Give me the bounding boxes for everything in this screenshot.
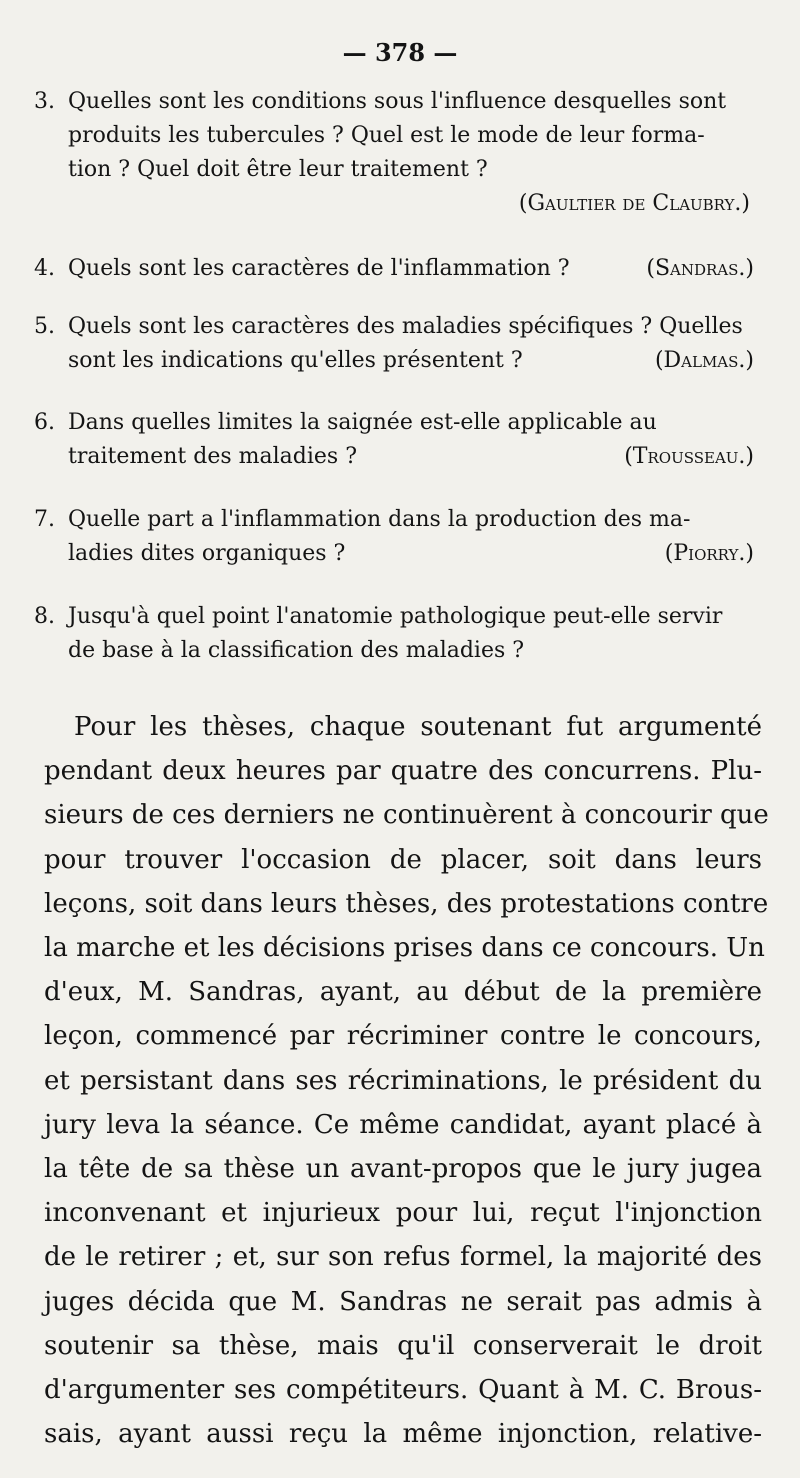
question-line [34, 85, 754, 119]
question-line [34, 503, 754, 537]
question-line [34, 310, 754, 344]
question-text: Dans quelles limites la saignée est-elle applicable au [68, 410, 657, 435]
paragraph-line: d'eux, M. Sandras, ayant, au début de la première [44, 977, 762, 1008]
question-number: 3. [34, 89, 55, 114]
question-text: Quelles sont les conditions sous l'influence desquelles sont [68, 89, 727, 114]
question-4 [34, 252, 754, 286]
question-3 [34, 85, 754, 221]
body-paragraph [44, 705, 769, 1456]
question-text: sont les indications qu'elles présentent ? [68, 348, 523, 373]
question-author: (Dalmas.) [654, 348, 754, 373]
question-number: 5. [34, 314, 55, 339]
paragraph-line: leçons, soit dans leurs thèses, des protestations contre [44, 888, 769, 919]
paragraph-line: pendant deux heures par quatre des concurrens. Plu- [44, 756, 762, 787]
question-5 [34, 310, 754, 378]
paragraph-line: leçon, commencé par récriminer contre le concours, [44, 1021, 762, 1052]
question-7 [34, 503, 754, 571]
question-line: de base à la classification des maladies ? [68, 638, 525, 663]
question-text: Jusqu'à quel point l'anatomie pathologique peut-elle servir [68, 604, 723, 629]
question-text: Quels sont les caractères des maladies spécifiques ? Quelles [68, 314, 743, 339]
question-line: produits les tubercules ? Quel est le mode de leur forma- [68, 123, 705, 148]
question-line [34, 600, 754, 634]
question-line [34, 252, 754, 286]
paragraph-line: la tête de sa thèse un avant-propos que le jury jugea [44, 1154, 762, 1185]
question-6 [34, 406, 754, 474]
paragraph-line: pour trouver l'occasion de placer, soit dans leurs [44, 844, 762, 875]
page-number: — 378 — [342, 38, 458, 67]
question-line [34, 537, 754, 571]
paragraph-line: juges décida que M. Sandras ne serait pas admis à [44, 1286, 762, 1317]
question-text: traitement des maladies ? [68, 444, 357, 469]
paragraph-line: jury leva la séance. Ce même candidat, ayant placé à [44, 1109, 762, 1140]
paragraph-line: sieurs de ces derniers ne continuèrent à concourir que [44, 800, 769, 831]
question-author: (Trousseau.) [624, 444, 754, 469]
question-author: (Piorry.) [664, 541, 754, 566]
question-8 [34, 600, 754, 668]
question-text: ladies dites organiques ? [68, 541, 346, 566]
paragraph-line: la marche et les décisions prises dans ce concours. Un [44, 933, 765, 964]
paragraph-line: de le retirer ; et, sur son refus formel, la majorité des [44, 1242, 762, 1273]
question-line [34, 440, 754, 474]
question-text: Quelle part a l'inflammation dans la production des ma- [68, 507, 691, 532]
question-author: (Gaultier de Claubry.) [518, 191, 750, 216]
question-number: 4. [34, 256, 55, 281]
paragraph-line: sais, ayant aussi reçu la même injonction, relative- [44, 1419, 762, 1450]
question-number: 8. [34, 604, 55, 629]
paragraph-line: et persistant dans ses récriminations, le président du [44, 1065, 762, 1096]
question-number: 7. [34, 507, 55, 532]
question-author: (Sandras.) [646, 256, 754, 281]
paragraph-line: d'argumenter ses compétiteurs. Quant à M. C. Brous- [44, 1375, 762, 1406]
question-line: tion ? Quel doit être leur traitement ? [68, 157, 488, 182]
question-text: Quels sont les caractères de l'inflammation ? [68, 256, 570, 281]
question-number: 6. [34, 410, 55, 435]
question-line [34, 406, 754, 440]
paragraph-line: Pour les thèses, chaque soutenant fut argumenté [74, 712, 762, 742]
paragraph-line: inconvenant et injurieux pour lui, reçut l'injonction [44, 1198, 762, 1229]
question-line [34, 344, 754, 378]
paragraph-line: soutenir sa thèse, mais qu'il conserverait le droit [44, 1330, 762, 1361]
